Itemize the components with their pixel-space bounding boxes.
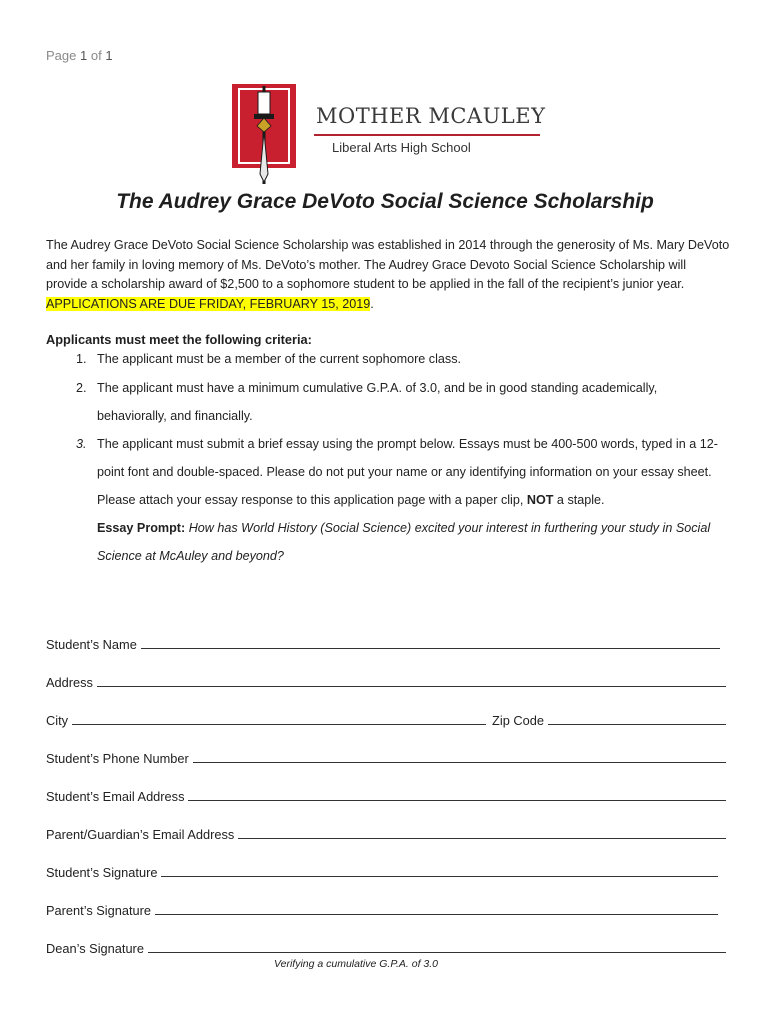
page-prefix: Page: [46, 48, 77, 63]
page-indicator: [46, 48, 113, 63]
school-logo: [232, 84, 552, 184]
criteria-item-text: The applicant must be a member of the current sophomore class.: [97, 352, 461, 366]
student-name-field: [46, 632, 720, 652]
criteria-item-number: 3.: [76, 437, 87, 451]
deadline-suffix: .: [370, 296, 374, 311]
dean-signature-label: Dean’s Signature: [46, 941, 144, 956]
logo-divider: [314, 134, 540, 136]
page-total: 1: [105, 48, 113, 63]
address-field: [46, 670, 726, 690]
gpa-verification-note: Verifying a cumulative G.P.A. of 3.0: [274, 958, 439, 970]
student-signature-line[interactable]: [161, 862, 718, 877]
crest-icon: [232, 84, 296, 184]
student-name-label: Student’s Name: [46, 637, 137, 652]
criteria-item-text-a: The applicant must submit a brief essay using the prompt below. Essays must be 400-500 words, typed in a 12-point font and double-spaced. Please do not put your name or any identifying information on your essay sheet. Please attach your essay response to this application page with a paper clip,: [97, 437, 718, 507]
criteria-item-number: 1.: [76, 352, 87, 366]
zip-line[interactable]: [548, 710, 726, 725]
intro-paragraph: [46, 236, 730, 314]
essay-prompt-text: How has World History (Social Science) excited your interest in furthering your study in Social Science at McAuley and beyond?: [97, 521, 711, 563]
criteria-heading: Applicants must meet the following criteria:: [46, 332, 312, 347]
student-signature-field: [46, 860, 718, 880]
dean-signature-line[interactable]: [148, 938, 726, 953]
email-line[interactable]: [188, 786, 726, 801]
logo-subtitle: Liberal Arts High School: [332, 140, 471, 155]
city-label: City: [46, 713, 69, 728]
dean-signature-field: [46, 936, 726, 956]
zip-label: Zip Code: [492, 713, 544, 728]
email-field: [46, 784, 726, 804]
criteria-item-text-bold: NOT: [526, 493, 554, 507]
parent-email-line[interactable]: [238, 824, 726, 839]
deadline-highlight: APPLICATIONS ARE DUE FRIDAY, FEBRUARY 15, 2019: [46, 296, 371, 311]
criteria-item-number: 2.: [76, 381, 87, 395]
phone-label: Student’s Phone Number: [46, 751, 189, 766]
student-signature-label: Student’s Signature: [46, 865, 158, 880]
student-name-line[interactable]: [141, 634, 720, 649]
parent-email-field: [46, 822, 726, 842]
phone-line[interactable]: [193, 748, 726, 763]
criteria-item-text-b: a staple.: [553, 493, 605, 507]
criteria-item-text: The applicant must have a minimum cumulative G.P.A. of 3.0, and be in good standing academically, behaviorally, and financially.: [97, 381, 658, 423]
intro-text: The Audrey Grace DeVoto Social Science Scholarship was established in 2014 through the generosity of Ms. Mary DeVoto and her family in loving memory of Ms. DeVoto’s mother. The Audrey Grace Devoto Social Science Scholarship will provide a scholarship award of $2,500 to a sophomore student to be applied in the fall of the recipient’s junior year.: [46, 238, 730, 291]
criteria-item-text: [97, 430, 727, 570]
document-title: The Audrey Grace DeVoto Social Science Scholarship: [116, 190, 654, 213]
phone-field: [46, 746, 726, 766]
parent-signature-label: Parent’s Signature: [46, 903, 152, 918]
parent-signature-line[interactable]: [155, 900, 718, 915]
essay-prompt-label: Essay Prompt:: [97, 521, 186, 535]
city-zip-field: [46, 708, 726, 728]
parent-signature-field: [46, 898, 718, 918]
page-of: of: [90, 48, 102, 63]
address-label: Address: [46, 675, 93, 690]
page-current: 1: [80, 48, 88, 63]
parent-email-label: Parent/Guardian’s Email Address: [46, 827, 235, 842]
email-label: Student’s Email Address: [46, 789, 185, 804]
address-line[interactable]: [97, 672, 726, 687]
city-line[interactable]: [72, 710, 486, 725]
logo-school-name: MOTHER MCAULEY: [316, 104, 546, 128]
